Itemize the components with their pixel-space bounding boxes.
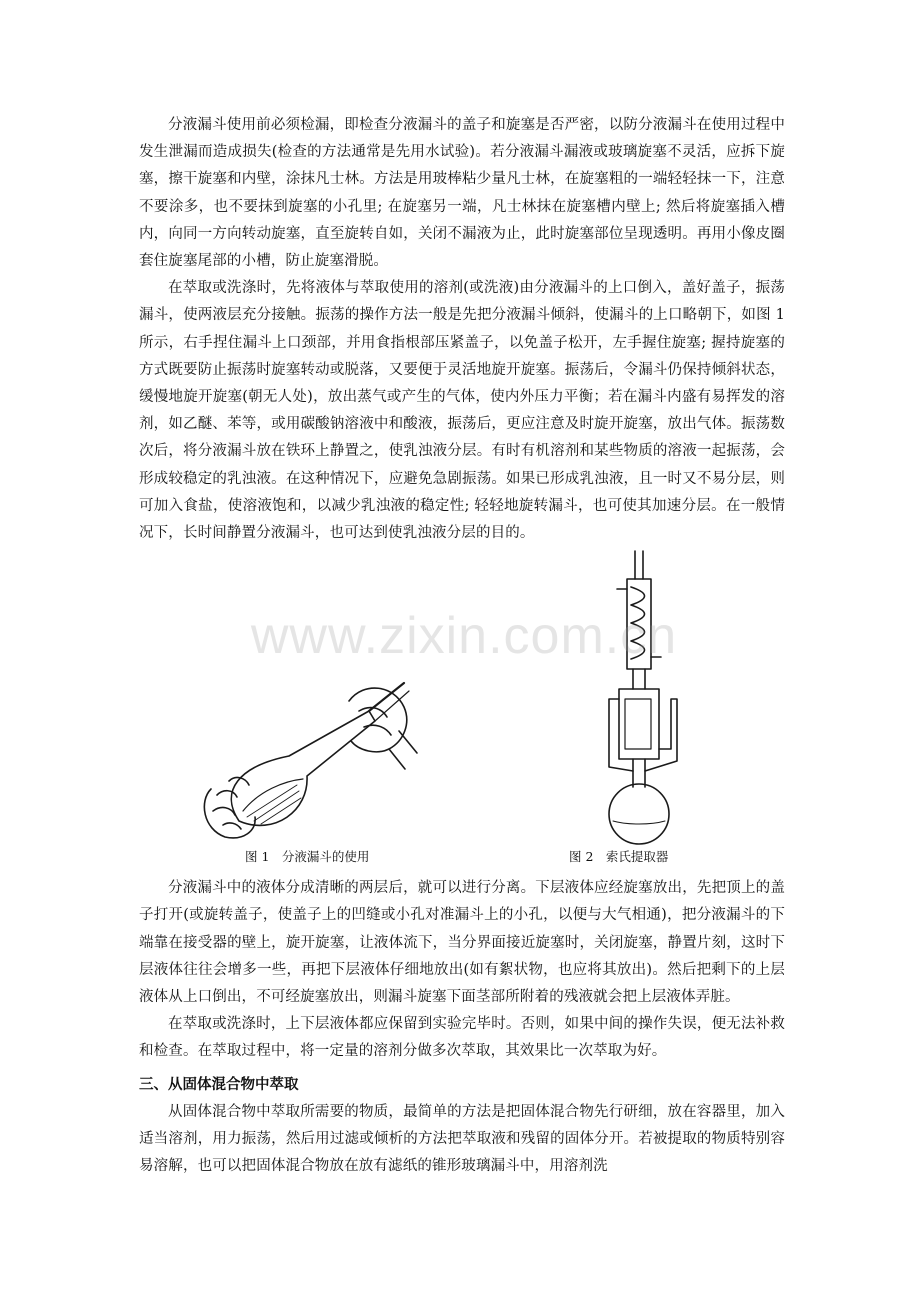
paragraph-separation: 分液漏斗中的液体分成清晰的两层后，就可以进行分离。下层液体应经旋塞放出，先把顶上的盖子打开(或旋转盖子，使盖子上的凹缝或小孔对准漏斗上的小孔，以便与大气相通)，把分液漏斗的下端靠在接受器的壁上，旋开旋塞，让液体流下，当分界面接近旋塞时，关闭旋塞，静置片刻，这时下层液体往往会增多一些，再把下层液体仔细地放出(如有絮状物，也应将其放出)。然后把剩下的上层液体从上口倒出，不可经旋塞放出，则漏斗旋塞下面茎部所附着的残液就会把上层液体弄脏。: [139, 880, 785, 1006]
separatory-funnel-illustration: [199, 671, 429, 841]
paragraph-keep-layers: 在萃取或洗涤时，上下层液体都应保留到实验完毕时。否则，如果中间的操作失误，便无法补救和检查。在萃取过程中，将一定量的溶剂分做多次萃取，其效果比一次萃取为好。: [139, 1016, 785, 1060]
paragraph-extraction-shaking: 在萃取或洗涤时，先将液体与萃取使用的溶剂(或洗液)由分液漏斗的上口倒入，盖好盖子，振荡漏斗，使两液层充分接触。振荡的操作方法一般是先把分液漏斗倾斜，使漏斗的上口略朝下，如图 1 所示，右手捏住漏斗上口颈部，并用食指根部压紧盖子，以免盖子松开，左手握住旋塞; 握持旋塞的方式既要防止振荡时旋塞转动或脱落，又要便于灵活地旋开旋塞。振荡后，令漏斗仍保持倾斜状态，缓慢地旋开旋塞(朝无人处)，放出蒸气或产生的气体，使内外压力平衡；若在漏斗内盛有易挥发的溶剂，如乙醚、苯等，或用碳酸钠溶液中和酸液，振荡后，更应注意及时旋开旋塞，放出气体。振荡数次后，将分液漏斗放在铁环上静置之，使乳浊液分层。有时有机溶剂和某些物质的溶液一起振荡，会形成较稳定的乳浊液。在这种情况下，应避免急剧振荡。如果已形成乳浊液，且一时又不易分层，则可加入食盐，使溶液饱和，以减少乳浊液的稳定性; 轻轻地旋转漏斗，也可使其加速分层。在一般情况下，长时间静置分液漏斗，也可达到使乳浊液分层的目的。: [139, 280, 785, 542]
figure-1-caption: 图 1 分液漏斗的使用: [245, 849, 370, 865]
soxhlet-extractor-illustration: [579, 549, 699, 849]
watermark: www.zixin.com.cn: [250, 607, 678, 665]
paragraph-leak-check: 分液漏斗使用前必须检漏，即检查分液漏斗的盖子和旋塞是否严密，以防分液漏斗在使用过程中发生泄漏而造成损失(检查的方法通常是先用水试验)。若分液漏斗漏液或玻璃旋塞不灵活，应拆下旋塞，擦干旋塞和内壁，涂抹凡士林。方法是用玻棒粘少量凡士林，在旋塞粗的一端轻轻抹一下，注意不要涂多，也不要抹到旋塞的小孔里; 在旋塞另一端，凡士林抹在旋塞槽内壁上; 然后将旋塞插入槽内，向同一方向转动旋塞，直至旋转自如，关闭不漏液为止，此时旋塞部位呈现透明。再用小像皮圈套住旋塞尾部的小槽，防止旋塞滑脱。: [139, 117, 785, 270]
section-heading: 三、从固体混合物中萃取: [139, 1076, 299, 1093]
paragraph-solid-extraction: 从固体混合物中萃取所需要的物质，最简单的方法是把固体混合物先行研细，放在容器里，加入适当溶剂，用力振荡，然后用过滤或倾析的方法把萃取液和残留的固体分开。若被提取的物质特别容易溶解，也可以把固体混合物放在放有滤纸的锥形玻璃漏斗中，用溶剂洗: [139, 1103, 785, 1175]
figure-row: [139, 549, 785, 875]
figure-2-caption: 图 2 索氏提取器: [569, 849, 669, 865]
document-body: [139, 112, 785, 1180]
